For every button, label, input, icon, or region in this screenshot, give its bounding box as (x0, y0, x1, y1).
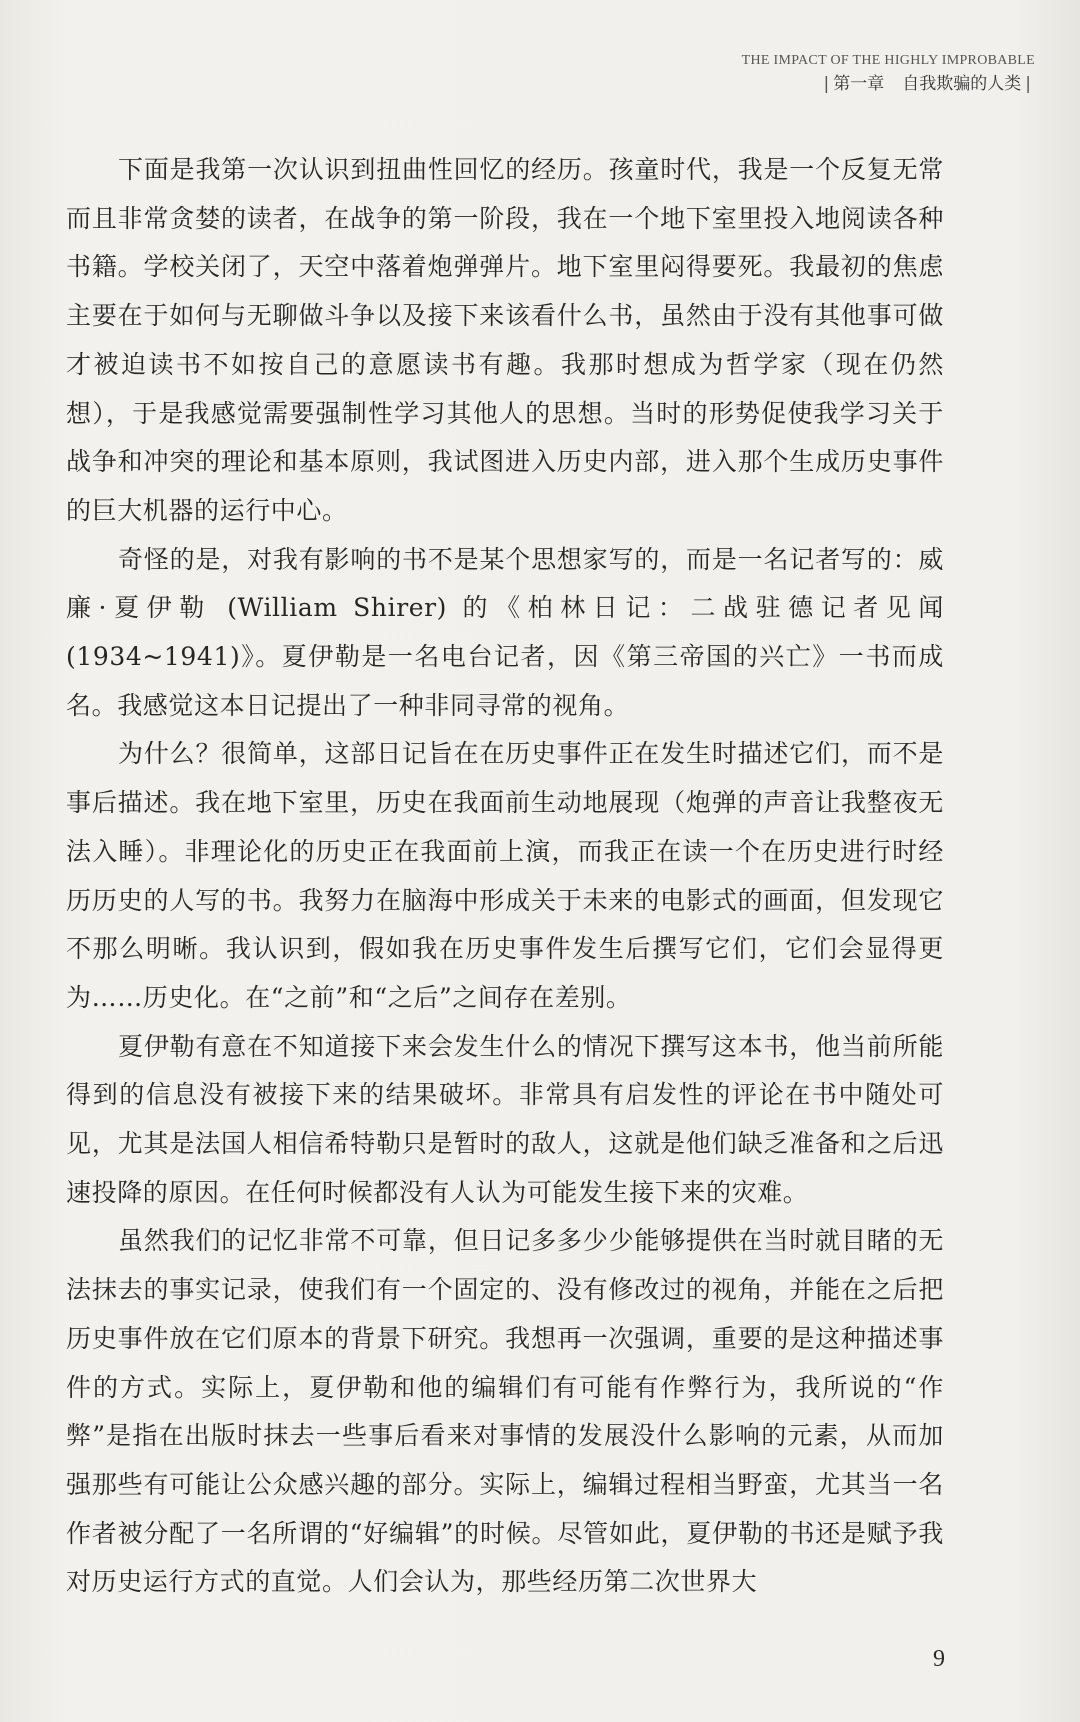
chapter-number: 第一章 (833, 74, 885, 94)
running-head-divider: | (823, 74, 830, 94)
body-text (66, 146, 944, 1607)
running-head-book-title: THE IMPACT OF THE HIGHLY IMPROBABLE (741, 53, 1035, 68)
running-head-divider: | (1025, 74, 1031, 94)
chapter-title: 自我欺骗的人类 (902, 74, 1022, 94)
running-head-chapter (742, 72, 1035, 96)
paragraph: 奇怪的是，对我有影响的书不是某个思想家写的，而是一名记者写的：威廉·夏伊勒 (William Shirer) 的《柏林日记：二战驻德记者见闻 (1934~1941)》。夏伊勒是一名电台记者，因《第三帝国的兴亡》一书而成名。我感觉这本日记提出了一种非同寻常的视角。 (66, 544, 944, 720)
paragraph: 夏伊勒有意在不知道接下来会发生什么的情况下撰写这本书，他当前所能得到的信息没有被接下来的结果破坏。非常具有启发性的评论在书中随处可见，尤其是法国人相信希特勒只是暂时的敌人，这就是他们缺乏准备和之后迅速投降的原因。在任何时候都没有人认为可能发生接下来的灾难。 (66, 1031, 944, 1207)
page-number: 9 (933, 1646, 945, 1672)
paragraph: 虽然我们的记忆非常不可靠，但日记多多少少能够提供在当时就目睹的无法抹去的事实记录，使我们有一个固定的、没有修改过的视角，并能在之后把历史事件放在它们原本的背景下研究。我想再一次强调，重要的是这种描述事件的方式。实际上，夏伊勒和他的编辑们有可能有作弊行为，我所说的“作弊”是指在出版时抹去一些事后看来对事情的发展没什么影响的元素，从而加强那些有可能让公众感兴趣的部分。实际上，编辑过程相当野蛮，尤其当一名作者被分配了一名所谓的“好编辑”的时候。尽管如此，夏伊勒的书还是赋予我对历史运行方式的直觉。人们会认为，那些经历第二次世界大 (66, 1226, 944, 1597)
running-head (742, 52, 1035, 96)
paragraph: 为什么？很简单，这部日记旨在在历史事件正在发生时描述它们，而不是事后描述。我在地下室里，历史在我面前生动地展现（炮弹的声音让我整夜无法入睡）。非理论化的历史正在我面前上演，而我正在读一个在历史进行时经历历史的人写的书。我努力在脑海中形成关于未来的电影式的画面，但发现它不那么明晰。我认识到，假如我在历史事件发生后撰写它们，它们会显得更为……历史化。在“之前”和“之后”之间存在差别。 (66, 739, 944, 1012)
paragraph: 下面是我第一次认识到扭曲性回忆的经历。孩童时代，我是一个反复无常而且非常贪婪的读者，在战争的第一阶段，我在一个地下室里投入地阅读各种书籍。学校关闭了，天空中落着炮弹弹片。地下室里闷得要死。我最初的焦虑主要在于如何与无聊做斗争以及接下来该看什么书，虽然由于没有其他事可做才被迫读书不如按自己的意愿读书有趣。我那时想成为哲学家（现在仍然想），于是我感觉需要强制性学习其他人的思想。当时的形势促使我学习关于战争和冲突的理论和基本原则，我试图进入历史内部，进入那个生成历史事件的巨大机器的运行中心。 (66, 155, 944, 525)
